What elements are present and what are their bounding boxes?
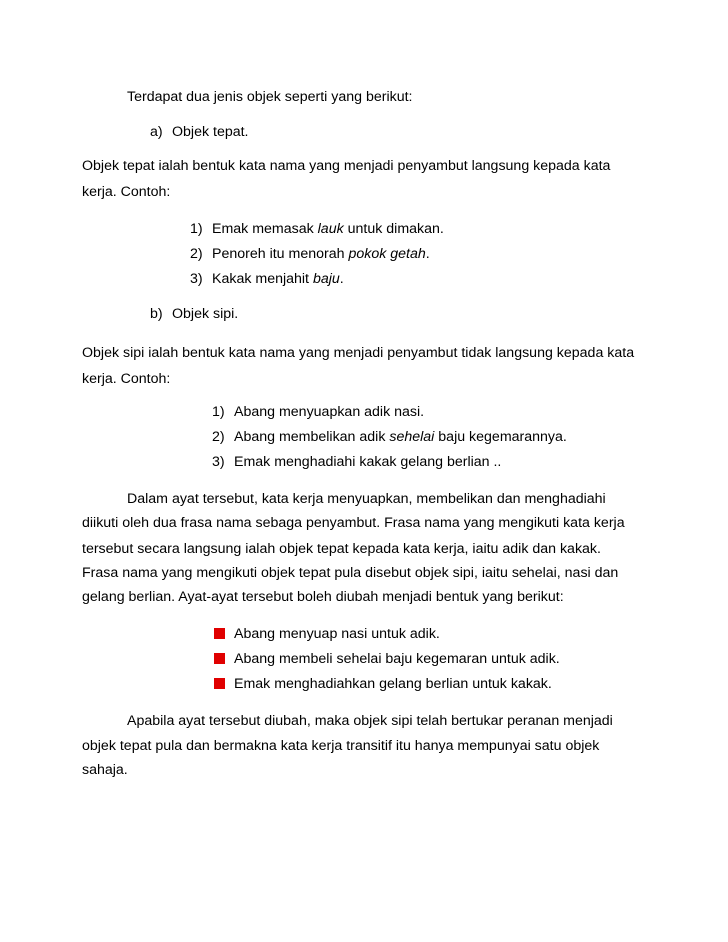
example-a-3	[190, 270, 344, 288]
red-square-bullet-icon	[214, 678, 225, 689]
section-a-title: Objek tepat.	[172, 124, 249, 140]
example-text: Abang membelikan adik	[234, 429, 390, 445]
para-b-line-2: kerja. Contoh:	[82, 371, 171, 387]
example-marker: 3)	[212, 454, 225, 470]
example-text: Emak memasak	[212, 221, 318, 237]
example-a-1	[190, 220, 444, 238]
example-marker: 1)	[212, 404, 225, 420]
intro-line: Terdapat dua jenis objek seperti yang berikut:	[127, 89, 413, 105]
example-marker: 2)	[190, 246, 203, 262]
bullet-text: Abang menyuap nasi untuk adik.	[234, 626, 440, 642]
section-a-marker: a)	[150, 124, 163, 140]
section-a-heading	[150, 123, 249, 141]
section-b-title: Objek sipi.	[172, 306, 239, 322]
section-b-heading	[150, 305, 238, 323]
example-italic: pokok getah	[348, 246, 426, 262]
section-b-marker: b)	[150, 306, 163, 322]
para-d-line-2: objek tepat pula dan bermakna kata kerja transitif itu hanya mempunyai satu objek	[82, 738, 600, 754]
example-marker: 2)	[212, 429, 225, 445]
example-text-end: baju kegemarannya.	[434, 429, 567, 445]
para-a-line-2: kerja. Contoh:	[82, 184, 171, 200]
para-c-line-5: gelang berlian. Ayat-ayat tersebut boleh diubah menjadi bentuk yang berikut:	[82, 589, 564, 605]
example-italic: lauk	[317, 221, 344, 237]
bullet-text: Abang membeli sehelai baju kegemaran untuk adik.	[234, 651, 560, 667]
example-text-end: untuk dimakan.	[343, 221, 444, 237]
example-marker: 1)	[190, 221, 203, 237]
para-c-line-1: Dalam ayat tersebut, kata kerja menyuapkan, membelikan dan menghadiahi	[127, 491, 606, 507]
bullet-item-1	[214, 625, 440, 643]
example-marker: 3)	[190, 271, 203, 287]
bullet-text: Emak menghadiahkan gelang berlian untuk kakak.	[234, 676, 552, 692]
example-text-end: .	[339, 271, 344, 287]
example-b-2	[212, 428, 567, 446]
bullet-item-3	[214, 675, 552, 693]
example-b-3	[212, 453, 501, 471]
para-d-line-1: Apabila ayat tersebut diubah, maka objek sipi telah bertukar peranan menjadi	[127, 713, 613, 729]
red-square-bullet-icon	[214, 628, 225, 639]
example-italic: sehelai	[389, 429, 435, 445]
example-text-end: .	[425, 246, 430, 262]
example-text: Penoreh itu menorah	[212, 246, 349, 262]
para-b-line-1: Objek sipi ialah bentuk kata nama yang menjadi penyambut tidak langsung kepada kata	[82, 345, 635, 361]
para-d-line-3: sahaja.	[82, 762, 128, 778]
para-c-line-4: Frasa nama yang mengikuti objek tepat pula disebut objek sipi, iaitu sehelai, nasi dan	[82, 565, 619, 581]
red-square-bullet-icon	[214, 653, 225, 664]
para-a-line-1: Objek tepat ialah bentuk kata nama yang menjadi penyambut langsung kepada kata	[82, 158, 611, 174]
para-c-line-2: diikuti oleh dua frasa nama sebaga penyambut. Frasa nama yang mengikuti kata kerja	[82, 515, 625, 531]
para-c-line-3: tersebut secara langsung ialah objek tepat kepada kata kerja, iaitu adik dan kakak.	[82, 541, 601, 557]
example-italic: baju	[312, 271, 340, 287]
bullet-item-2	[214, 650, 560, 668]
example-b-1	[212, 403, 424, 421]
example-text: Kakak menjahit	[212, 271, 313, 287]
example-a-2	[190, 245, 430, 263]
example-text: Abang menyuapkan adik nasi.	[234, 404, 425, 420]
example-text: Emak menghadiahi kakak gelang berlian ..	[234, 454, 502, 470]
